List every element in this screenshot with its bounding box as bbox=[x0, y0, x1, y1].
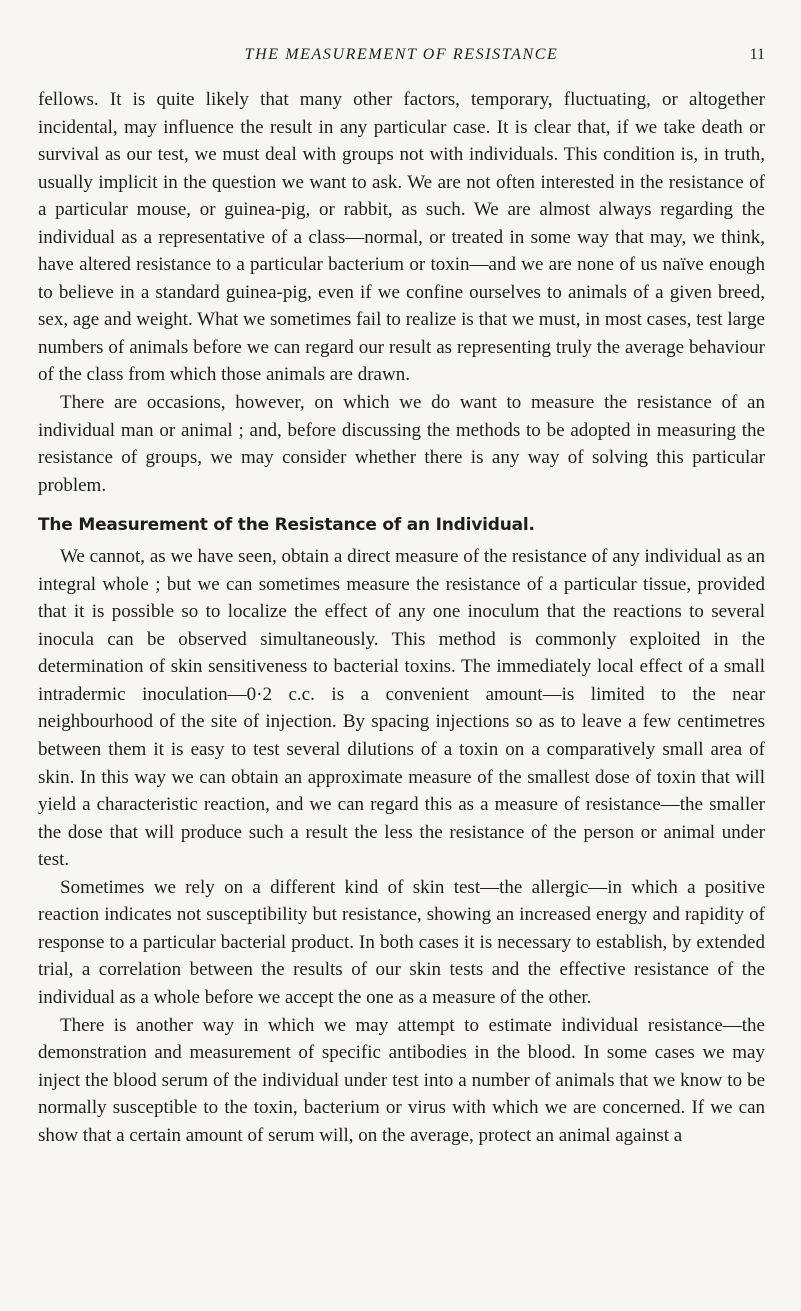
book-page bbox=[38, 46, 765, 1149]
paragraph: There is another way in which we may attempt to estimate individual resistance—the demonstration and measurement of specific antibodies in the blood. In some cases we may inject the blood serum of the individual under test into a number of animals that we know to be normally susceptible to the toxin, bacterium or virus with which we are concerned. If we can show that a certain amount of serum will, on the average, protect an animal against a bbox=[38, 1014, 765, 1146]
running-title: THE MEASUREMENT OF RESISTANCE bbox=[244, 46, 559, 63]
running-header bbox=[38, 46, 765, 72]
section-heading: The Measurement of the Resistance of an Individual. bbox=[38, 515, 535, 536]
paragraph: We cannot, as we have seen, obtain a direct measure of the resistance of any individual as an integral whole ; but we can sometimes measure the resistance of a particular tissue, provided that it is possible so to localize the effect of any one inoculum that the reactions to several inocula can be observed simultaneously. This method is commonly exploited in the determination of skin sensitiveness to bacterial toxins. The immediately local effect of a small intradermic inoculation—0·2 c.c. is a convenient amount—is limited to the near neighbourhood of the site of injection. By spacing injections so as to leave a few centimetres between them it is easy to test several dilutions of a toxin on a comparatively small area of skin. In this way we can obtain an approximate measure of the smallest dose of toxin that will yield a characteristic reaction, and we can regard this as a measure of resistance—the smaller the dose that will produce such a result the less the resistance of the person or animal under test. bbox=[38, 546, 765, 871]
paragraph-continued: fellows. It is quite likely that many other factors, temporary, fluctuating, or altogether incidental, may influence the result in any particular case. It is clear that, if we take death or survival as our test, we must deal with groups not with individuals. This condition is, in truth, usually implicit in the question we want to ask. We are not often interested in the resistance of a particular mouse, or guinea-pig, or rabbit, as such. We are almost always regarding the individual as a representative of a class—normal, or treated in some way that may, we think, have altered resistance to a particular bacterium or toxin—and we are none of us naïve enough to believe in a standard guinea-pig, even if we confine ourselves to animals of a given breed, sex, age and weight. What we sometimes fail to realize is that we must, in most cases, test large numbers of animals before we can regard our result as representing truly the average behaviour of the class from which those animals are drawn. bbox=[38, 89, 765, 386]
paragraph: There are occasions, however, on which we do want to measure the resistance of an individual man or animal ; and, before discussing the methods to be adopted in measuring the resistance of groups, we may consider whether there is any way of solving this particular problem. bbox=[38, 392, 765, 496]
paragraph: Sometimes we rely on a different kind of skin test—the allergic—in which a positive reaction indicates not susceptibility but resistance, showing an increased energy and rapidity of response to a particular bacterial product. In both cases it is necessary to establish, by extended trial, a correlation between the results of our skin tests and the effective resistance of the individual as a whole before we accept the one as a measure of the other. bbox=[38, 876, 765, 1008]
page-number: 11 bbox=[749, 46, 765, 63]
